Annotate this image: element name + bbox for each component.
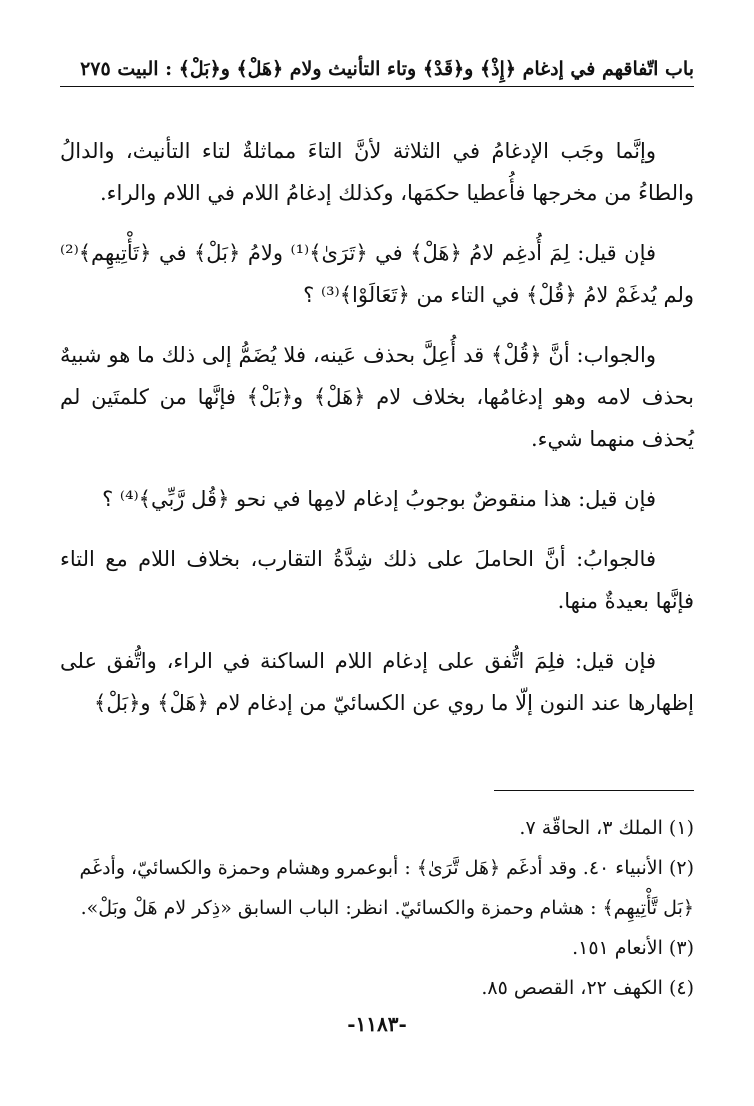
paragraph: فإن قيل: لِمَ أُدغِم لامُ ﴿هَلْ﴾ في ﴿تَرَىٰ﴾⁽¹⁾ ولامُ ﴿بَلْ﴾ في ﴿تَأْتِيهِم﴾⁽²⁾ ولم يُدغَمْ لامُ ﴿قُلْ﴾ في التاء من ﴿تَعَالَوْا﴾⁽³⁾ ؟	[60, 241, 694, 307]
paragraph: فإن قيل: فلِمَ اتُّفق على إدغام اللام الساكنة في الراء، واتُّفق على إظهارها عند النون إلّا ما روي عن الكسائيّ من إدغام لام ﴿هَلْ﴾ و﴿بَلْ﴾	[60, 649, 694, 715]
paragraph: فالجوابُ: أنَّ الحاملَ على ذلك شِدَّةُ التقارب، بخلاف اللام مع التاء فإنَّها بعيدةٌ منها.	[60, 547, 694, 613]
paragraph: فإن قيل: هذا منقوضٌ بوجوبُ إدغام لامِها في نحو ﴿قُل رَّبِّي﴾⁽⁴⁾ ؟	[102, 487, 656, 511]
paragraph: وإنَّما وجَب الإدغامُ في الثلاثة لأنَّ التاءَ مماثلةٌ لتاء التأنيث، والدالُ والطاءُ من مخرجها فأُعطيا حكمَها، وكذلك إدغامُ اللام في اللام والراء.	[60, 139, 694, 205]
footnote: (٢) الأنبياء ٤٠. وقد أدغَم ﴿هَل تَّرَىٰ﴾ : أبوعمرو وهشام وحمزة والكسائيّ، وأدغَم ﴿بَل تَّأْتِيهِم﴾ : هشام وحمزة والكسائيّ. انظر: الباب السابق «ذِكر لام هَلْ وبَلْ».	[79, 857, 694, 919]
page-number: -١١٨٣-	[347, 1012, 407, 1036]
footnote: (٣) الأنعام ١٥١.	[572, 937, 694, 959]
footnote: (١) الملك ٣، الحاقّة ٧.	[519, 817, 694, 839]
footnote-divider	[494, 790, 694, 791]
chapter-title: باب اتّفاقهم في إدغام ﴿إِذْ﴾ و﴿قَدْ﴾ وتاء التأنيث ولام ﴿هَلْ﴾ و﴿بَلْ﴾ : البيت ٢٧٥	[80, 58, 694, 80]
running-header	[60, 52, 694, 87]
footnotes	[60, 808, 694, 1008]
paragraph: والجواب: أنَّ ﴿قُلْ﴾ قد أُعِلَّ بحذف عَينه، فلا يُضَمُّ إلى ذلك ما هو شبيهٌ بحذف لامه وهو إدغامُها، بخلاف لام ﴿هَلْ﴾ و﴿بَلْ﴾ فإنَّها من كلمتَين لم يُحذف منهما شيء.	[60, 343, 694, 451]
main-text	[60, 130, 694, 742]
footnote: (٤) الكهف ٢٢، القصص ٨٥.	[481, 977, 694, 999]
